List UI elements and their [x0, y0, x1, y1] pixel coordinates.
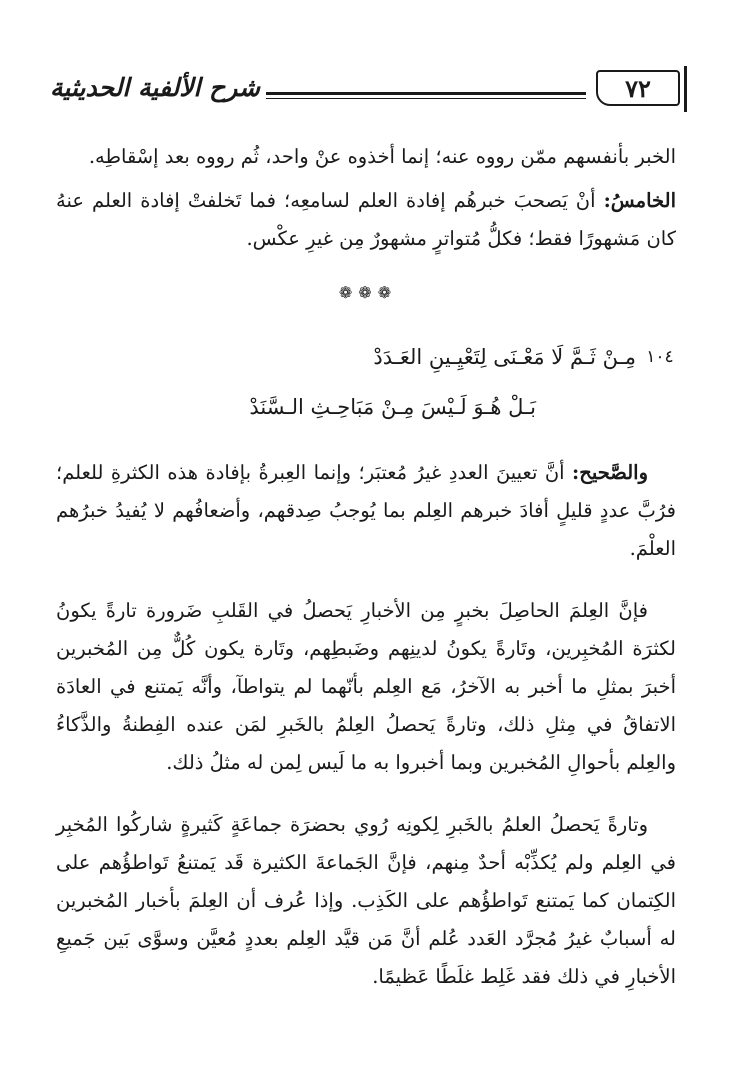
page-header: [50, 68, 680, 114]
paragraph-correct-view: [56, 454, 676, 568]
paragraph-knowledge-causes: [56, 592, 676, 782]
section-separator: ❁❁❁: [338, 283, 398, 302]
paragraph-text: فإنَّ العِلمَ الحاصِلَ بخبرٍ مِن الأخبارِ يَحصلُ في القَلبِ ضَرورة تارةً يكونُ لكثرَة المُخبِرين، وتَارةً يكونُ لدينِهم وضَبطِهم، وتَارة يكون كُلٌّ مِن المُخبرين أخبرَ بمثلِ ما أخبر به الآخرُ، مَع العِلم بأنّهما لم يتواطآ، وأنَّه يَمتنع في العادَة الاتفاقُ في مِثلِ ذلك، وتارةً يَحصلُ العِلمُ بالخَبرِ لمَن عنده الفِطنةُ والذَّكاءُ والعِلم بأحوالِ المُخبرين وبما أخبروا به ما لَيس لِمن له مثلُ ذلك.: [56, 599, 676, 774]
verse-hemistich-2: بَـلْ هُـوَ لَـيْسَ مِـنْ مَبَاحِـثِ الـسَّنَدْ: [249, 395, 536, 419]
verse-block: [249, 332, 674, 432]
verse-number: ١٠٤: [646, 347, 674, 367]
running-title: شرح الألفية الحديثية: [50, 73, 260, 102]
verse-hemistich-1: مِـنْ ثَـمَّ لَا مَعْـنَى لِتَعْيِـينِ العَـدَدْ: [373, 345, 636, 369]
paragraph-lead: والصَّحيح:: [572, 461, 648, 484]
paragraph-lead: الخامسُ:: [603, 189, 676, 212]
paragraph-conclusion: [56, 806, 676, 996]
paragraph-text: أنَّ تعيينَ العددِ غيرُ مُعتبَر؛ وإنما العِبرةُ بإفادة هذه الكثرةِ للعلم؛ فرُبَّ عددٍ قليلٍ أفادَ خبرهم العِلم بما يُوجبُ صِدقهم، وأضعافُهم لا يُفيدُ خبرُهم العلْمَ.: [56, 461, 676, 560]
paragraph-text: الخبر بأنفسهم ممّن رووه عنه؛ إنما أخذوه عنْ واحد، ثُم رووه بعد إسْقاطِه.: [88, 145, 676, 168]
paragraph-fifth-condition: [56, 182, 676, 258]
paragraph-continuation: [56, 138, 676, 176]
header-rule: [266, 92, 586, 95]
paragraph-text: وتارةً يَحصلُ العلمُ بالخَبرِ لِكونِه رُوي بحضرَة جماعَةٍ كَثيرةٍ شاركُوا المُخبِر في العِلم ولم يُكذِّبْه أحدٌ مِنهم، فإنَّ الجَماعةَ الكثيرة قَد يَمتنعُ تَواطؤُهم على الكِتمان كما يَمتنع تَواطؤُهم على الكَذِب. وإذا عُرف أن العِلمَ بأخبار المُخبرين له أسبابٌ غيرُ مُجرَّد العَدد عُلم أنَّ مَن قيَّد العِلم بعددٍ مُعيَّن وسوَّى بَين جَميعِ الأخبارِ في ذلك فقد غَلِط غلَطًا عَظيمًا.: [56, 813, 676, 988]
paragraph-text: أنْ يَصحبَ خبرهُم إفادة العلم لسامعِه؛ فما تَخلفتْ إفادة العلم عنهُ كان مَشهورًا فقط؛ فكلُّ مُتواترٍ مشهورٌ مِن غيرِ عكْس.: [56, 189, 676, 250]
page-number: ٧٢: [596, 70, 680, 106]
